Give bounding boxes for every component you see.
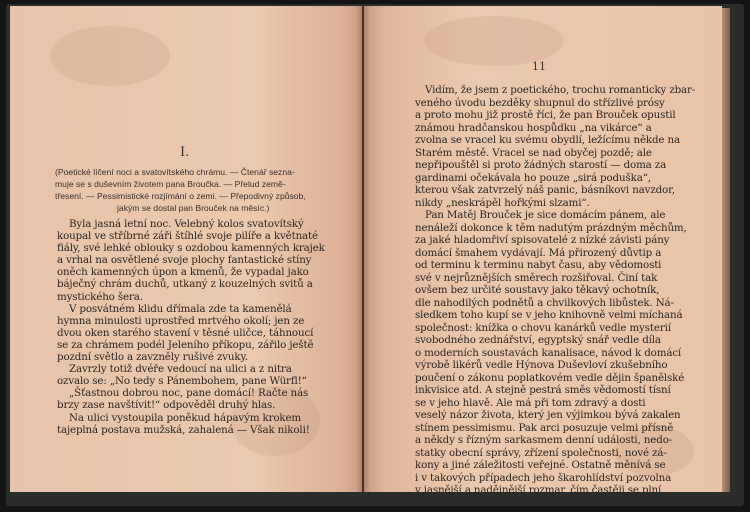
text-line: Byla jasná letní noc. Velebný kolos svatovítský: [69, 218, 304, 230]
text-line: od terminu k terminu nabyt času, aby vědomosti: [415, 259, 662, 271]
text-line: Na ulici vystoupila poněkud hápavým krokem: [69, 411, 302, 424]
text-line: brzy zase navštívit!“ odpověděl druhý hlas.: [57, 399, 276, 412]
summary-line: jakým se dostal pan Brouček na měsíc.): [117, 203, 270, 213]
text-line: nepřipouštěl si proto žádných starostí — doma za: [415, 159, 667, 171]
text-line: nenáleží dokonce k těm nadutým prázdným měchům,: [415, 221, 687, 234]
summary-line: muje se s duševním životem pana Broučka. — Přelud země-: [55, 179, 286, 189]
summary-line: (Poetické líčení noci a svatovítského chrámu. — Čtenář sezna-: [55, 167, 295, 177]
text-line: Vidím, že jsem z poetického, trochu romanticky zbar-: [425, 84, 696, 96]
chapter-summary: [55, 166, 335, 214]
left-page-text: [57, 218, 327, 436]
text-line: dvou oken starého stavení v těsné uličce, táhnoucí: [57, 326, 314, 339]
text-line: gardinami očekávala ho pouze „sirá poduška“,: [415, 171, 651, 184]
text-line: Zavrzly totiž dvéře vedoucí na ulici a z nitra: [69, 363, 292, 376]
text-line: svobodného zednářství, egyptský snář vedle díla: [415, 334, 661, 346]
text-line: zvolna se vracel ku svému obydlí, ležícímu někde na: [415, 134, 680, 146]
text-line: se v jeho hlavě. Ale má při tom zdravý a dosti: [415, 396, 646, 409]
text-line: sledkem toho kupí se v jeho knihovně velmi míchaná: [415, 309, 683, 321]
text-line: i v takových případech jeho škarohlídství pozvolna: [415, 471, 672, 484]
text-line: koupal ve stříbrné záři štíhlé svoje pilíře a květnaté: [57, 230, 318, 243]
chapter-number: I.: [180, 145, 190, 160]
text-line: hymna minulosti uprostřed mrtvého okolí; jen ze: [57, 314, 305, 327]
text-line: „Šťastnou dobrou noc, pane domácí! Račte nás: [69, 387, 309, 400]
text-line: se za chrámem podél Jeleního příkopu, zářilo ještě: [57, 338, 314, 351]
text-line: stínem pessimismu. Pak arci posuzuje velmi přísně: [415, 421, 674, 434]
text-line: ozvalo se: „No tedy s Pánembohem, pane Würfl!“: [57, 375, 307, 388]
text-line: a proto mohu již prostě říci, že pan Brouček opustil: [415, 109, 676, 121]
page-edges: [722, 8, 730, 492]
text-line: ovšem bez určité soustavy jako těkavý ochotník,: [415, 284, 660, 296]
text-line: poučení o zákonu poplatkovém vedle dějin španělské: [415, 371, 685, 384]
text-line: kony a jiné záležitosti veřejné. Ostatně měnívá se: [415, 459, 666, 471]
text-line: o moderních soustavách kanalisace, návod k domácí: [415, 346, 682, 359]
text-line: a vrhal na osvětlené svoje plochy fantastické stíny: [57, 254, 312, 267]
text-line: pozdní světlo a zavzněly rušivé zvuky.: [57, 351, 248, 364]
text-line: veného úvodu bezděky shupnul do střízlivé prósy: [415, 96, 665, 109]
text-line: známou hradčanskou hospůdku „na vikárce“ a: [415, 121, 652, 134]
text-line: a někdy s řízným sarkasmem denní události, nedo-: [415, 434, 673, 446]
text-line: V posvátném klidu dřímala zde ta kamenělá: [69, 302, 292, 315]
text-line: Starém městě. Vracel se nad obyčej pozdě; ale: [415, 146, 652, 159]
summary-line: třesení. — Pessimistické rozjímání o zemi. — Přepodivný způsob,: [55, 191, 306, 201]
text-line: oněch kamenných úpon a kmenů, že vypadal jako: [57, 266, 309, 279]
text-line: veselý názor života, který jen výjimkou bývá zakalen: [415, 409, 681, 421]
text-line: výrobě likérů vedle Hýnova Duševloví zkušebního: [415, 359, 668, 371]
text-line: v jasnější a nadějnější rozmar, čím častěji se plní: [415, 484, 662, 496]
right-page-text: [415, 84, 695, 497]
text-line: nikdy „neskrápěl hořkými slzami“.: [415, 196, 590, 209]
text-line: dle nahodilých podnětů a chvilkových libůstek. Ná-: [415, 296, 674, 309]
text-line: své v nejrůznějších směrech rozšiřoval. Činí tak: [415, 271, 658, 284]
book-gutter: [356, 6, 370, 492]
text-line: Pan Matěj Brouček je sice domácím pánem, ale: [425, 209, 666, 221]
text-line: kterou však zatvrzelý náš panic, básníkovi navzdor,: [415, 184, 675, 196]
text-line: statky obecní správy, zřízení společnosti, nové zá-: [415, 446, 667, 459]
page-number: 11: [532, 60, 546, 73]
text-line: báječný chrám duchů, utkaný z kouzelných svitů a: [57, 278, 313, 291]
text-line: společnost: knížka o chovu kanárků vedle mysterií: [415, 321, 671, 334]
text-line: domácí šmahem vydávají. Má přirozený důvtip a: [415, 246, 662, 259]
text-line: mystického šera.: [57, 290, 143, 303]
text-line: za jaké hladomřiví spisovatelé z nízké závisti pány: [415, 234, 670, 246]
text-line: fiály, své lehké oblouky s ozdobou kamenných krajek: [57, 242, 325, 255]
text-line: inkvisice atd. A stejně pestrá směs vědomostí tísní: [415, 384, 671, 396]
text-line: tajeplná postava mužská, zahalená — Však nikoli!: [57, 423, 310, 436]
